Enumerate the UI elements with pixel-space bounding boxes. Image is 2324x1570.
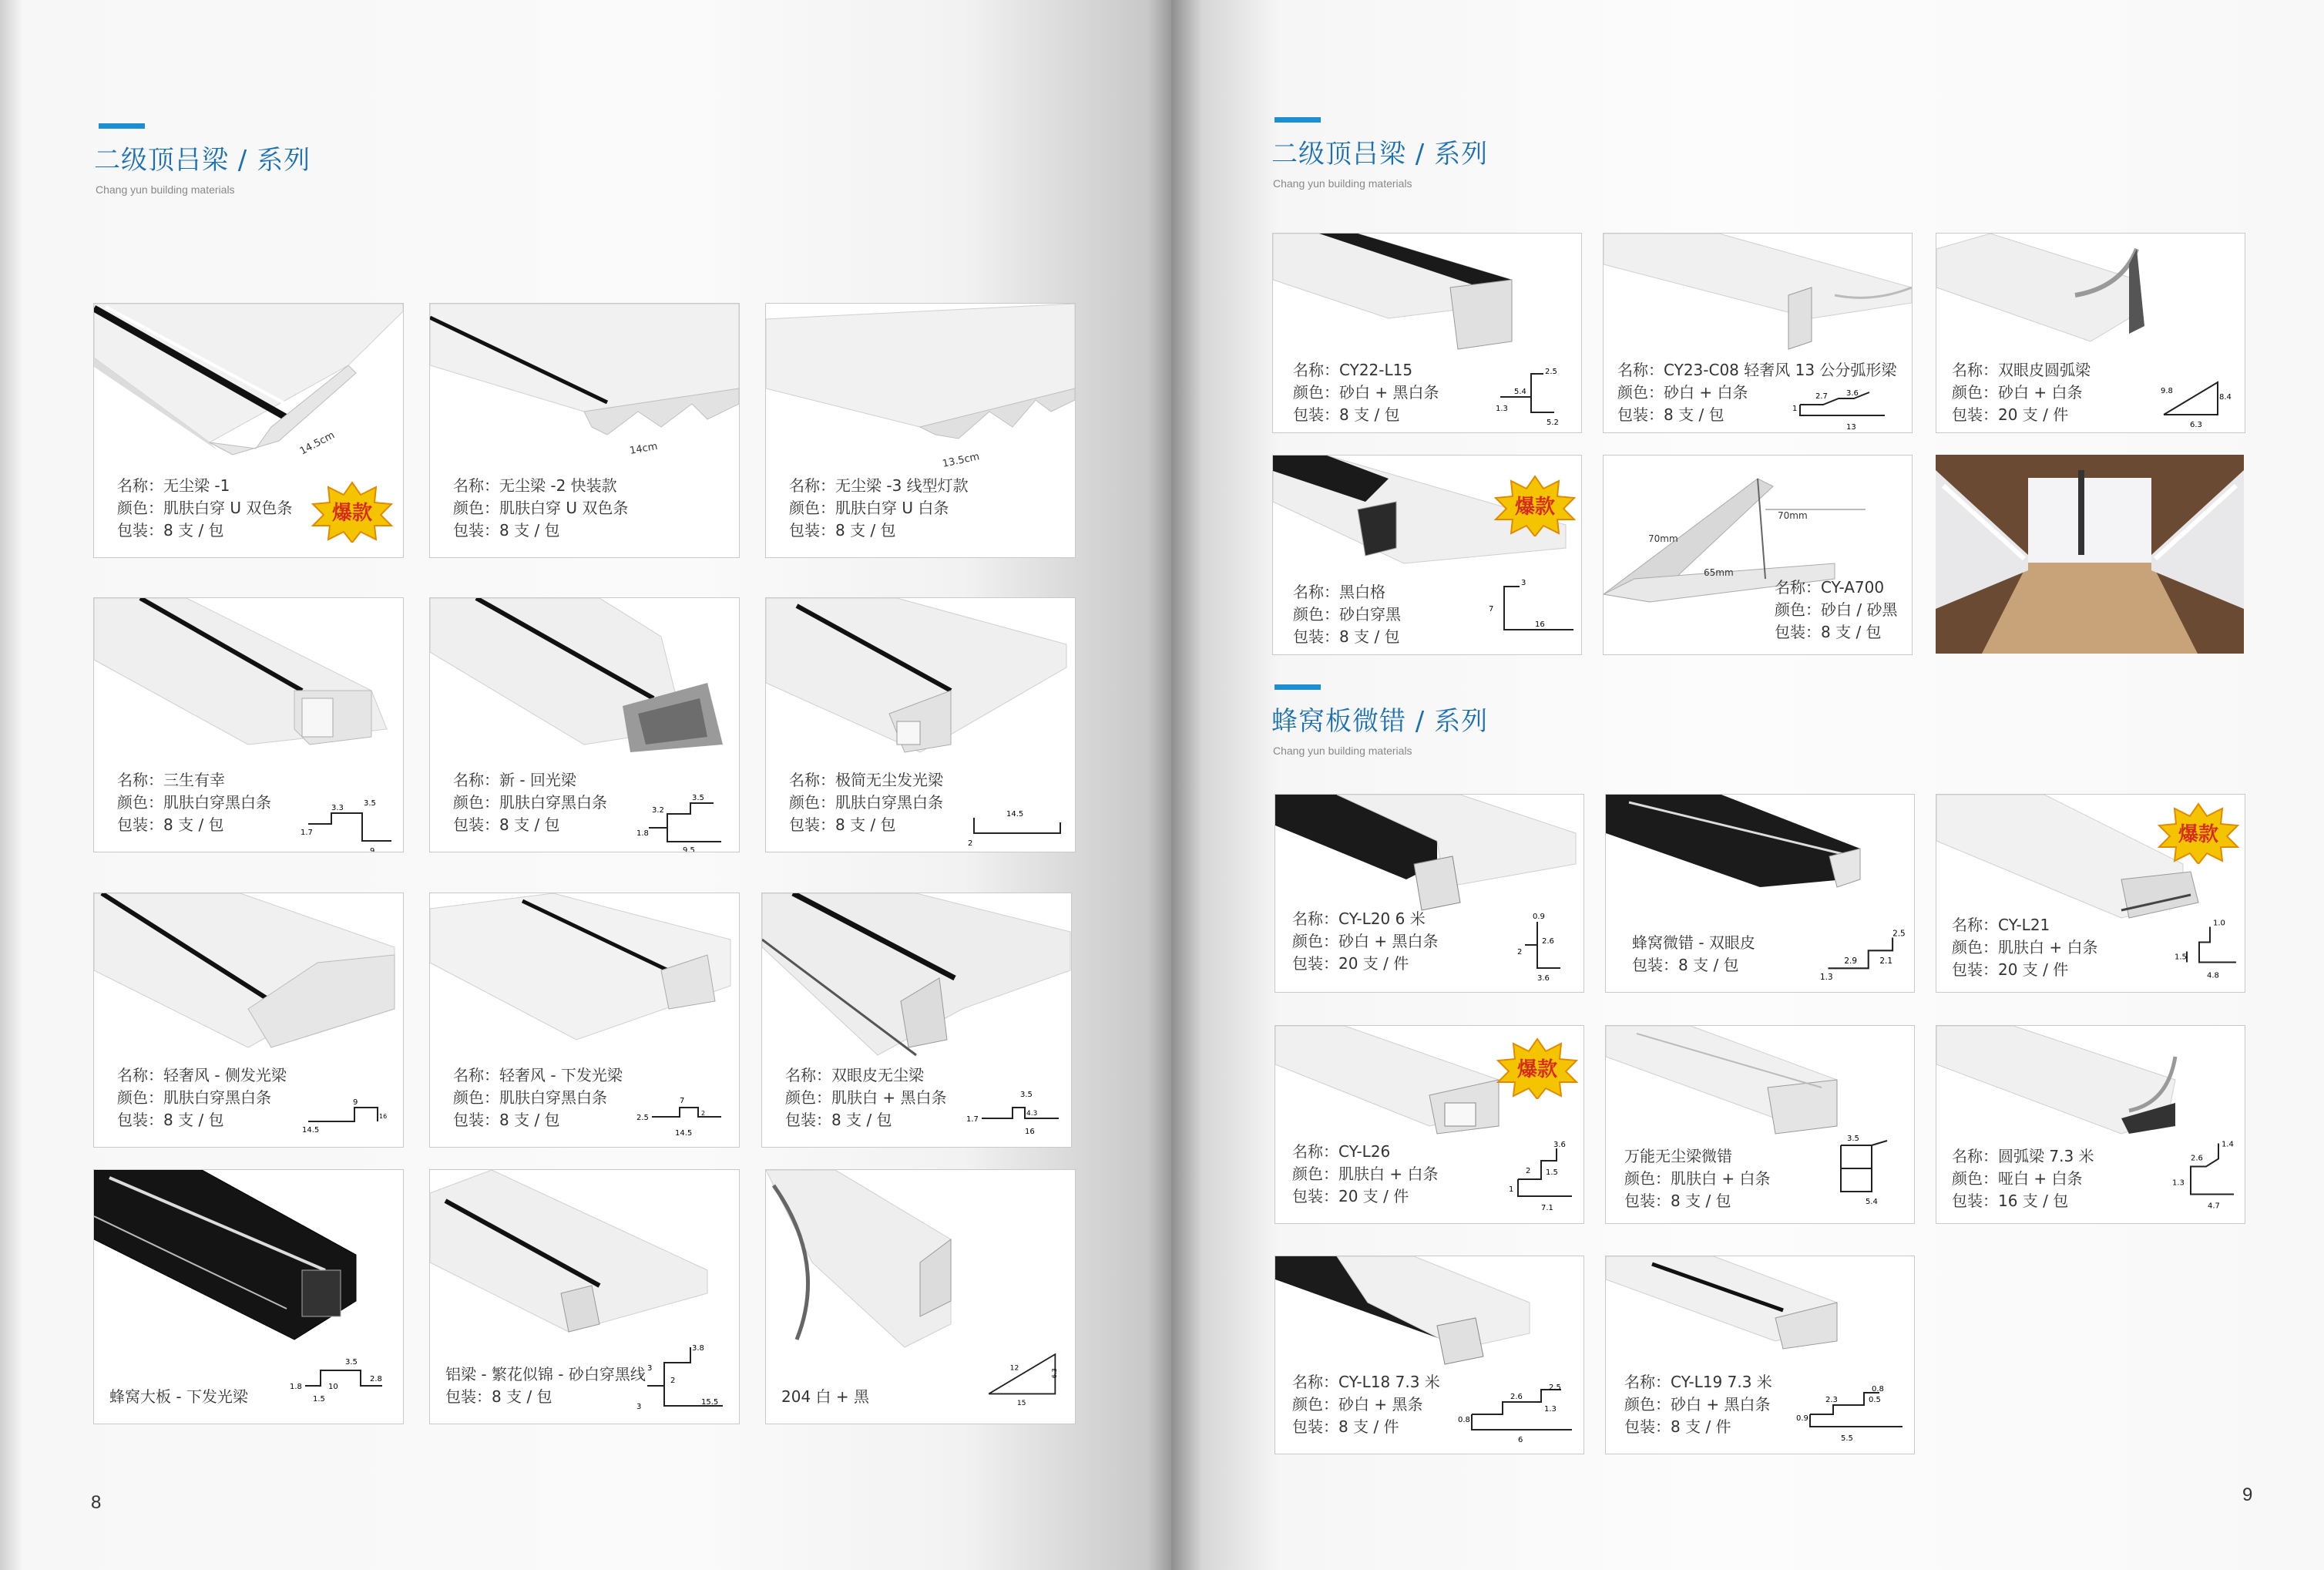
- product-name: 名称：新 - 回光梁: [453, 771, 576, 789]
- svg-text:5.4: 5.4: [1514, 388, 1526, 396]
- product-card[interactable]: [765, 1169, 1076, 1424]
- cross-section-diagram: [1485, 365, 1570, 426]
- product-name: 铝梁 - 繁花似锦 - 砂白穿黑线: [445, 1365, 646, 1383]
- svg-text:9.5: 9.5: [683, 846, 695, 855]
- svg-text:5.4: 5.4: [1866, 1198, 1878, 1206]
- svg-text:4.8: 4.8: [2207, 971, 2219, 980]
- product-name: 名称：CY-L18 7.3 米: [1292, 1373, 1440, 1391]
- product-info: [1292, 1141, 1438, 1208]
- product-packaging: 包装：8 支 / 包: [1617, 405, 1725, 424]
- product-name: 名称：无尘梁 -3 线型灯款: [789, 476, 969, 495]
- product-name: 204 白 + 黑: [781, 1387, 870, 1406]
- size-label: 14.5cm: [297, 429, 337, 458]
- cross-section-diagram: [2160, 1134, 2237, 1215]
- product-info: [1952, 359, 2091, 426]
- product-packaging: 包装：8 支 / 件: [1624, 1417, 1731, 1436]
- svg-text:3: 3: [647, 1364, 653, 1373]
- svg-text:6.3: 6.3: [2190, 421, 2202, 429]
- svg-text:15: 15: [1016, 1399, 1026, 1408]
- svg-text:10: 10: [328, 1383, 338, 1391]
- title-accent-bar: [1275, 117, 1321, 123]
- svg-text:14.5: 14.5: [1006, 810, 1024, 819]
- svg-text:3.6: 3.6: [1846, 389, 1859, 398]
- product-packaging: 包装：8 支 / 包: [453, 1111, 560, 1129]
- svg-text:1.5: 1.5: [2175, 953, 2187, 962]
- product-info: [1632, 932, 1755, 977]
- product-info: [1292, 1371, 1440, 1438]
- size-label: 14cm: [629, 440, 659, 457]
- product-card[interactable]: [93, 1169, 404, 1424]
- product-color: 颜色：肌肤白穿黑白条: [453, 793, 607, 812]
- svg-text:9.8: 9.8: [2161, 387, 2173, 395]
- cross-section-diagram: [636, 1092, 737, 1146]
- section-title: 蜂窝板微错 / 系列: [1271, 706, 1489, 737]
- svg-text:2.6: 2.6: [1542, 937, 1554, 946]
- product-info: [453, 769, 607, 836]
- product-color: 颜色：肌肤白穿黑白条: [117, 1088, 271, 1107]
- product-card[interactable]: [1605, 1256, 1915, 1454]
- product-color: 颜色：砂白 + 黑白条: [1292, 932, 1439, 950]
- product-color: 颜色：肌肤白穿黑白条: [117, 793, 271, 812]
- svg-text:0.9: 0.9: [1533, 913, 1545, 921]
- svg-text:2: 2: [1526, 1167, 1531, 1175]
- cross-section-diagram: [2164, 914, 2241, 987]
- product-name: 名称：无尘梁 -2 快装款: [453, 476, 617, 495]
- svg-text:3.5: 3.5: [692, 794, 704, 802]
- product-card[interactable]: [1936, 794, 2245, 993]
- section-subtitle: Chang yun building materials: [1273, 745, 1412, 757]
- svg-text:1: 1: [1509, 1185, 1514, 1194]
- product-info: [117, 475, 292, 542]
- svg-text:1.3: 1.3: [1496, 405, 1508, 413]
- product-info: [1952, 914, 2097, 981]
- svg-text:14.5: 14.5: [302, 1126, 320, 1135]
- product-info: [453, 1064, 623, 1131]
- product-info: [789, 769, 943, 836]
- svg-text:1.4: 1.4: [2222, 1140, 2234, 1149]
- product-color: 颜色：肌肤白穿黑白条: [453, 1088, 607, 1107]
- svg-text:2: 2: [701, 1110, 706, 1117]
- svg-text:3.3: 3.3: [331, 804, 344, 812]
- hot-badge: [1495, 1037, 1580, 1099]
- svg-text:70mm: 70mm: [1648, 533, 1678, 544]
- title-accent-bar: [99, 123, 145, 129]
- product-card[interactable]: [429, 303, 740, 558]
- product-info: [1292, 908, 1438, 975]
- product-card[interactable]: [765, 303, 1076, 558]
- svg-text:2.8: 2.8: [370, 1375, 382, 1383]
- product-color: 颜色：砂白 + 黑条: [1292, 1395, 1423, 1414]
- product-card[interactable]: [1603, 233, 1913, 433]
- svg-text:2.5: 2.5: [636, 1114, 649, 1122]
- svg-text:5.2: 5.2: [1547, 419, 1559, 426]
- cross-section-diagram: [301, 795, 401, 856]
- badge-text: 爆款: [1516, 1058, 1558, 1081]
- product-card[interactable]: [429, 597, 740, 855]
- svg-text:2.3: 2.3: [1825, 1396, 1838, 1404]
- svg-text:7: 7: [1489, 605, 1494, 614]
- svg-text:3.5: 3.5: [1847, 1135, 1859, 1143]
- product-info: [1952, 1145, 2094, 1212]
- product-color: 颜色：砂白 + 白条: [1952, 383, 2083, 402]
- svg-text:1.8: 1.8: [636, 829, 649, 838]
- product-name: 名称：黑白格: [1293, 583, 1385, 601]
- product-name: 蜂窝大板 - 下发光梁: [109, 1387, 248, 1406]
- cross-section-diagram: [1825, 1126, 1895, 1211]
- svg-text:9: 9: [370, 847, 375, 856]
- cross-section-diagram: [1456, 1383, 1580, 1445]
- svg-text:3: 3: [1521, 579, 1526, 587]
- product-card[interactable]: [93, 303, 404, 558]
- svg-text:0.5: 0.5: [1869, 1396, 1881, 1404]
- svg-text:65mm: 65mm: [1704, 567, 1734, 578]
- product-info: [117, 769, 271, 836]
- product-color: 颜色：砂白 + 白条: [1617, 383, 1748, 402]
- svg-text:2.6: 2.6: [2191, 1154, 2203, 1163]
- hot-badge: [2156, 802, 2241, 864]
- svg-text:0.9: 0.9: [1796, 1414, 1808, 1423]
- product-packaging: 包装：8 支 / 包: [1632, 956, 1739, 974]
- product-info: [445, 1363, 646, 1408]
- svg-text:3.2: 3.2: [652, 806, 664, 815]
- product-info: [1624, 1371, 1772, 1438]
- product-name: 名称：CY-A700: [1775, 578, 1885, 597]
- page-number: 8: [91, 1492, 102, 1513]
- product-color: 颜色：砂白 + 黑白条: [1293, 383, 1439, 402]
- svg-text:2: 2: [968, 839, 973, 848]
- svg-text:2.9: 2.9: [1844, 956, 1857, 966]
- product-card[interactable]: [1936, 233, 2245, 433]
- svg-text:3.5: 3.5: [364, 799, 376, 808]
- product-card[interactable]: [1275, 1025, 1584, 1224]
- svg-text:2: 2: [1517, 948, 1523, 956]
- product-packaging: 包装：8 支 / 包: [1293, 627, 1400, 646]
- ceiling-installation-photo: [1936, 455, 2244, 654]
- page-subtitle: Chang yun building materials: [1273, 177, 1412, 190]
- product-card[interactable]: [1272, 455, 1582, 655]
- product-packaging: 包装：8 支 / 包: [453, 521, 560, 540]
- product-info: [453, 475, 628, 542]
- product-packaging: 包装：8 支 / 包: [453, 815, 560, 834]
- product-card[interactable]: [765, 597, 1076, 852]
- page-title: 二级顶吕梁 / 系列: [94, 145, 311, 176]
- badge-text: 爆款: [331, 502, 373, 525]
- product-packaging: 包装：8 支 / 包: [117, 815, 224, 834]
- product-packaging: 包装：20 支 / 件: [1292, 1187, 1409, 1205]
- product-name: 名称：CY23-C08 轻奢风 13 公分弧形梁: [1617, 361, 1897, 379]
- product-color: 颜色：肌肤白穿 U 白条: [789, 499, 949, 517]
- page-title: 二级顶吕梁 / 系列: [1271, 139, 1489, 170]
- product-info: [781, 1386, 869, 1408]
- product-name: 名称：极简无尘发光梁: [789, 771, 943, 789]
- product-name: 名称：CY-L21: [1952, 916, 2050, 934]
- product-name: 名称：双眼皮无尘梁: [785, 1066, 924, 1084]
- svg-text:4.7: 4.7: [2208, 1202, 2220, 1211]
- product-packaging: 包装：8 支 / 包: [1293, 405, 1400, 424]
- svg-text:16: 16: [1025, 1128, 1035, 1136]
- product-info: [785, 1064, 946, 1131]
- product-info: [109, 1386, 248, 1408]
- product-packaging: 包装：8 支 / 件: [1292, 1417, 1399, 1436]
- cross-section-diagram: [1495, 1138, 1580, 1215]
- cross-section-diagram: [1820, 926, 1909, 983]
- svg-text:4.3: 4.3: [1026, 1110, 1038, 1118]
- product-name: 名称：CY-L26: [1292, 1142, 1391, 1161]
- product-card[interactable]: [93, 597, 404, 856]
- title-accent-bar: [1275, 684, 1321, 690]
- product-name: 名称：三生有幸: [117, 771, 225, 789]
- svg-text:1.5: 1.5: [1546, 1168, 1558, 1177]
- svg-text:0.8: 0.8: [1872, 1385, 1884, 1394]
- product-card[interactable]: [93, 893, 404, 1148]
- svg-text:0.8: 0.8: [1458, 1416, 1470, 1424]
- product-info: [117, 1064, 287, 1131]
- product-color: 颜色：砂白 / 砂黑: [1775, 600, 1898, 619]
- hot-badge: [310, 481, 395, 543]
- svg-text:6.3: 6.3: [1050, 1368, 1059, 1379]
- cross-section-diagram: [1506, 906, 1576, 983]
- product-packaging: 包装：20 支 / 件: [1952, 960, 2069, 979]
- product-info: [1775, 577, 1897, 644]
- product-card[interactable]: [1936, 1025, 2245, 1224]
- product-name: 蜂窝微错 - 双眼皮: [1632, 933, 1755, 952]
- svg-text:9: 9: [353, 1098, 358, 1107]
- size-label: 13.5cm: [941, 451, 981, 470]
- svg-text:1.0: 1.0: [2213, 919, 2225, 928]
- svg-text:1.8: 1.8: [290, 1383, 302, 1391]
- product-color: 颜色：砂白 + 黑白条: [1624, 1395, 1771, 1414]
- cross-section-diagram: [968, 802, 1068, 849]
- product-packaging: 包装：8 支 / 包: [789, 815, 896, 834]
- product-packaging: 包装：8 支 / 包: [785, 1111, 892, 1129]
- product-info: [789, 475, 969, 542]
- cross-section-diagram: [636, 1336, 737, 1420]
- badge-text: 爆款: [2178, 823, 2219, 846]
- product-color: 颜色：肌肤白 + 白条: [1292, 1165, 1439, 1183]
- product-card[interactable]: [1605, 794, 1915, 993]
- product-color: 颜色：哑白 + 白条: [1952, 1169, 2083, 1188]
- svg-text:2.5: 2.5: [1892, 929, 1906, 939]
- product-card[interactable]: [761, 893, 1072, 1148]
- svg-text:5.5: 5.5: [1841, 1434, 1853, 1443]
- svg-text:6: 6: [1518, 1436, 1523, 1444]
- svg-text:3: 3: [636, 1403, 642, 1411]
- svg-text:3.6: 3.6: [1537, 974, 1550, 983]
- product-packaging: 包装：16 支 / 包: [1952, 1192, 2069, 1210]
- product-name: 名称：轻奢风 - 下发光梁: [453, 1066, 623, 1084]
- product-name: 名称：轻奢风 - 侧发光梁: [117, 1066, 287, 1084]
- product-color: 颜色：肌肤白 + 白条: [1952, 938, 2098, 956]
- cross-section-diagram: [636, 787, 737, 855]
- page-number: 9: [2242, 1484, 2253, 1505]
- svg-text:2.1: 2.1: [1879, 956, 1892, 966]
- svg-text:1.7: 1.7: [301, 829, 313, 837]
- svg-text:7.1: 7.1: [1541, 1204, 1553, 1212]
- svg-text:2.5: 2.5: [1549, 1383, 1561, 1392]
- product-name: 名称：CY-L20 6 米: [1292, 909, 1426, 928]
- product-name: 名称：CY22-L15: [1293, 361, 1413, 379]
- svg-text:7: 7: [680, 1097, 685, 1105]
- svg-text:1.3: 1.3: [2172, 1178, 2185, 1188]
- product-info: [1624, 1145, 1770, 1212]
- hot-badge: [1493, 475, 1577, 536]
- svg-text:2.7: 2.7: [1815, 392, 1828, 401]
- product-name: 万能无尘梁微错: [1624, 1147, 1732, 1165]
- right-page: [1171, 0, 2324, 1570]
- product-packaging: 包装：20 支 / 件: [1292, 954, 1409, 973]
- product-color: 颜色：肌肤白穿黑白条: [789, 793, 943, 812]
- cross-section-diagram: [1477, 579, 1577, 640]
- product-packaging: 包装：8 支 / 包: [789, 521, 896, 540]
- product-packaging: 包装：8 支 / 包: [445, 1387, 552, 1406]
- svg-text:13: 13: [1846, 423, 1856, 432]
- svg-text:1.3: 1.3: [1820, 972, 1833, 982]
- svg-text:8.4: 8.4: [2219, 393, 2232, 402]
- svg-text:70mm: 70mm: [1778, 510, 1808, 521]
- svg-text:3.5: 3.5: [1020, 1091, 1033, 1099]
- product-name: 名称：圆弧梁 7.3 米: [1952, 1147, 2094, 1165]
- product-packaging: 包装：20 支 / 件: [1952, 405, 2069, 424]
- svg-text:12: 12: [1009, 1363, 1019, 1373]
- product-info: [1293, 581, 1401, 648]
- product-card[interactable]: [1605, 1025, 1915, 1224]
- product-name: 名称：双眼皮圆弧梁: [1952, 361, 2091, 379]
- page-subtitle: Chang yun building materials: [96, 183, 235, 196]
- cross-section-diagram: [2156, 376, 2233, 430]
- product-card[interactable]: [1603, 455, 1913, 655]
- cross-section-diagram: [301, 1090, 401, 1144]
- product-name: 名称：CY-L19 7.3 米: [1624, 1373, 1772, 1391]
- product-packaging: 包装：8 支 / 包: [117, 1111, 224, 1129]
- badge-text: 爆款: [1514, 496, 1556, 519]
- svg-text:1.5: 1.5: [313, 1395, 325, 1404]
- product-packaging: 包装：8 支 / 包: [117, 521, 224, 540]
- svg-text:1: 1: [1792, 405, 1798, 413]
- product-card[interactable]: [1275, 1256, 1584, 1454]
- product-packaging: 包装：8 支 / 包: [1624, 1192, 1731, 1210]
- svg-text:1.3: 1.3: [1544, 1405, 1557, 1414]
- product-color: 颜色：肌肤白 + 黑白条: [785, 1088, 947, 1107]
- product-name: 名称：无尘梁 -1: [117, 476, 230, 495]
- product-color: 颜色：肌肤白穿 U 双色条: [453, 499, 629, 517]
- svg-text:1.7: 1.7: [966, 1115, 979, 1124]
- svg-text:16: 16: [1535, 620, 1545, 629]
- product-card[interactable]: [429, 893, 740, 1148]
- product-info: [1293, 359, 1439, 426]
- svg-text:3.8: 3.8: [692, 1344, 704, 1353]
- svg-text:2.6: 2.6: [1510, 1393, 1523, 1401]
- svg-text:2: 2: [670, 1377, 676, 1385]
- product-card[interactable]: [429, 1169, 740, 1424]
- product-color: 颜色：肌肤白穿 U 双色条: [117, 499, 293, 517]
- svg-text:16: 16: [379, 1113, 388, 1120]
- svg-text:15.5: 15.5: [701, 1398, 719, 1407]
- svg-text:14.5: 14.5: [675, 1129, 693, 1138]
- product-color: 颜色：砂白穿黑: [1293, 605, 1401, 624]
- product-card[interactable]: [1272, 233, 1582, 433]
- cross-section-diagram: [982, 1340, 1066, 1413]
- product-packaging: 包装：8 支 / 包: [1775, 623, 1882, 641]
- svg-text:3.5: 3.5: [345, 1358, 358, 1367]
- cross-section-diagram: [1795, 1383, 1910, 1445]
- product-card[interactable]: [1275, 794, 1584, 993]
- cross-section-diagram: [966, 1082, 1066, 1144]
- cross-section-diagram: [290, 1340, 398, 1417]
- svg-text:2.5: 2.5: [1545, 368, 1557, 376]
- product-color: 颜色：肌肤白 + 白条: [1624, 1169, 1771, 1188]
- product-info: [1617, 359, 1896, 426]
- svg-text:3.6: 3.6: [1553, 1141, 1566, 1149]
